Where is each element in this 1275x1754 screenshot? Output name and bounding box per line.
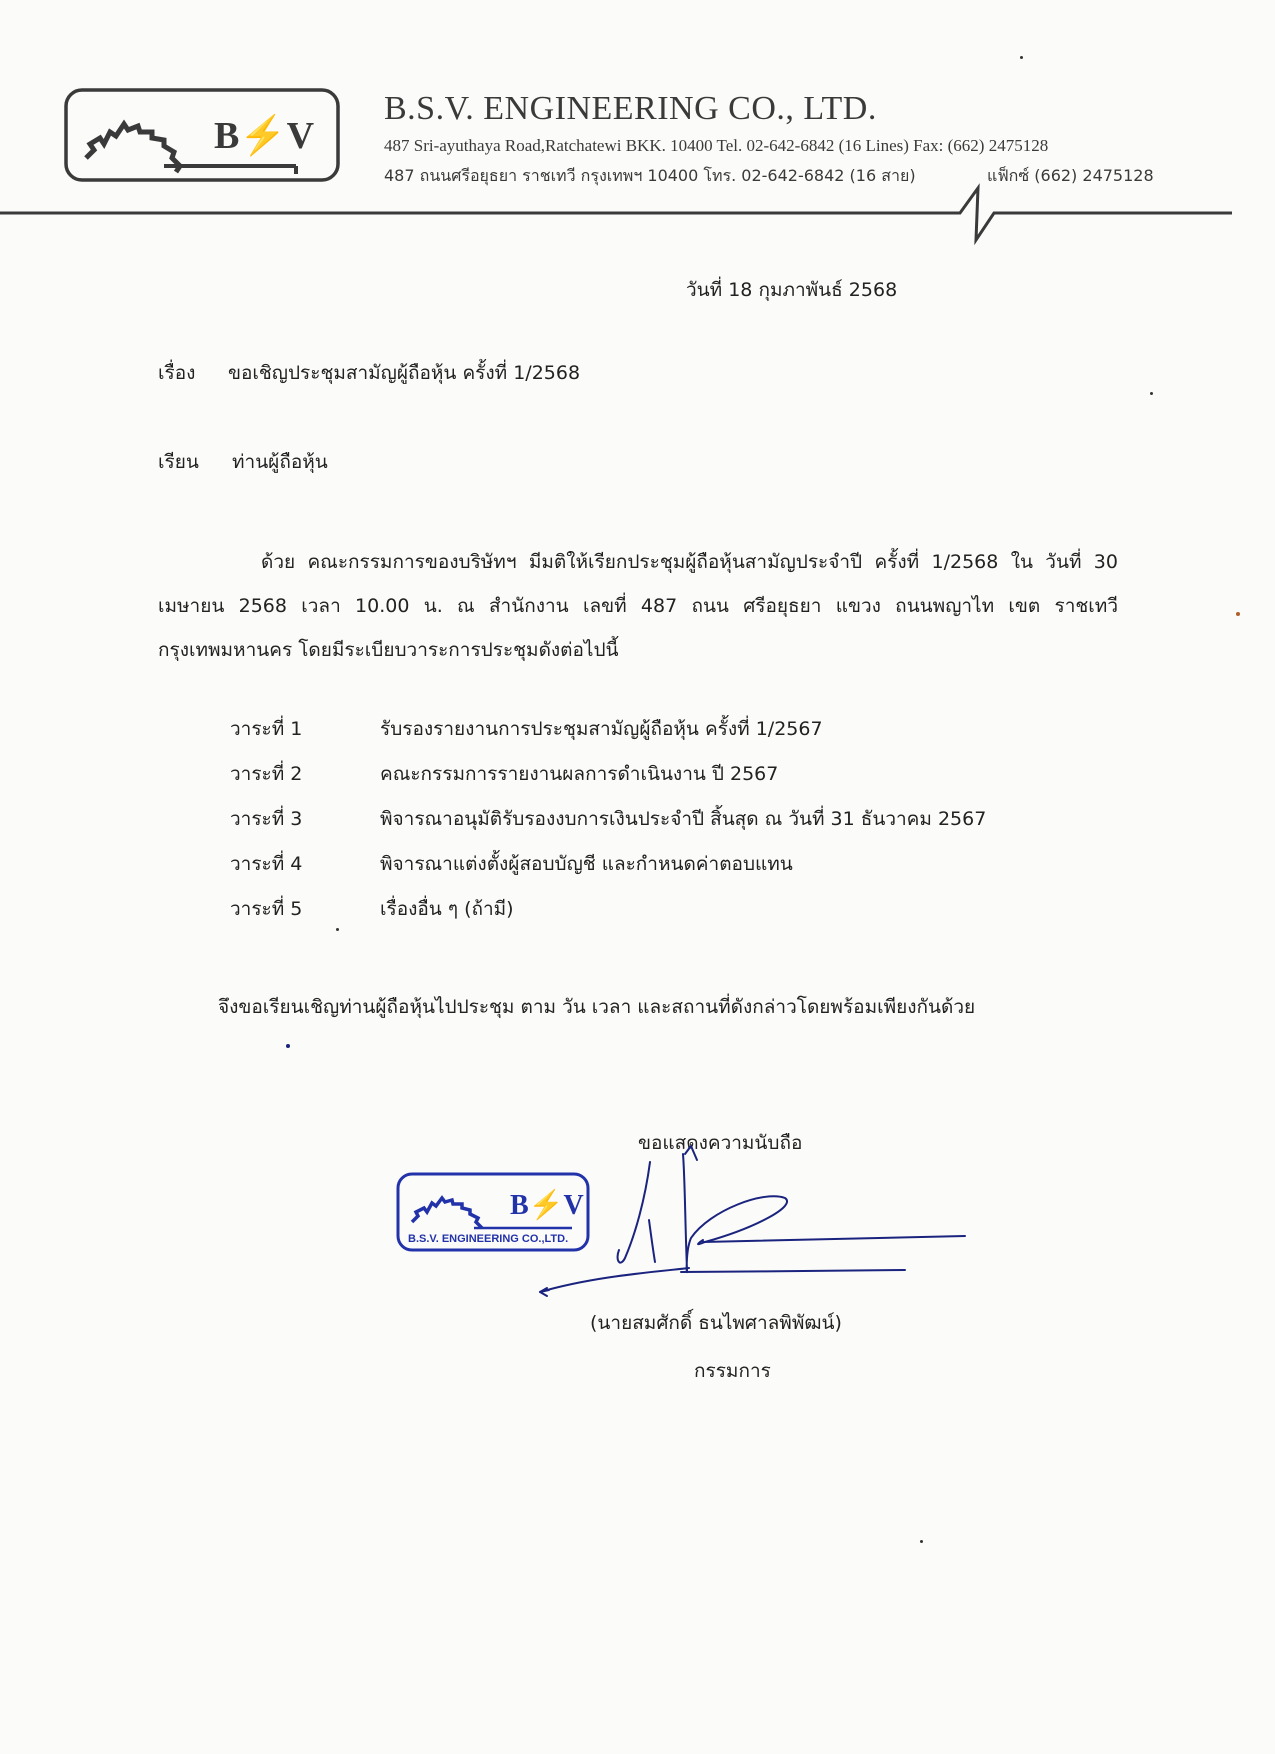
body-paragraph: ด้วย คณะกรรมการของบริษัทฯ มีมติให้เรียกประชุมผู้ถือหุ้นสามัญประจำปี ครั้งที่ 1/2568 ใน วันที่ 30 เมษายน 2568 เวลา 10.00 น. ณ สำนักงาน เลขที่ 487 ถนน ศรีอยุธยา แขวง ถนนพญาไท เขต ราชเทวี กรุงเทพมหานคร โดยมีระเบียบวาระการประชุมดังต่อไปนี้ xyxy=(158,551,1118,661)
agenda-text: พิจารณาอนุมัติรับรองงบการเงินประจำปี สิ้นสุด ณ วันที่ 31 ธันวาคม 2567 xyxy=(380,808,987,830)
stamp-company-name: B.S.V. ENGINEERING CO.,LTD. xyxy=(408,1233,569,1245)
letter-date: วันที่ 18 กุมภาพันธ์ 2568 xyxy=(686,279,898,301)
regards-text: ขอแสดงความนับถือ xyxy=(638,1132,803,1154)
fax-thai: แฟ็กซ์ (662) 2475128 xyxy=(987,166,1154,185)
agenda-item xyxy=(230,849,1110,894)
agenda-item xyxy=(230,714,1110,759)
scan-speck xyxy=(1020,56,1023,59)
scan-speck xyxy=(336,928,339,931)
agenda-number: วาระที่ 3 xyxy=(230,808,303,830)
handwritten-signature xyxy=(535,1140,985,1310)
signer-name: (นายสมศักดิ์ ธนไพศาลพิพัฒน์) xyxy=(590,1312,842,1334)
agenda-item xyxy=(230,894,1110,939)
agenda-number: วาระที่ 1 xyxy=(230,718,303,740)
agenda-text: พิจารณาแต่งตั้งผู้สอบบัญชี และกำหนดค่าตอบแทน xyxy=(380,853,793,875)
address-thai: 487 ถนนศรีอยุธยา ราชเทวี กรุงเทพฯ 10400 โทร. 02-642-6842 (16 สาย) xyxy=(384,166,916,185)
agenda-number: วาระที่ 4 xyxy=(230,853,303,875)
closing-line: จึงขอเรียนเชิญท่านผู้ถือหุ้นไปประชุม ตาม วัน เวลา และสถานที่ดังกล่าวโดยพร้อมเพียงกันด้วย xyxy=(218,996,976,1018)
address-english: 487 Sri-ayuthaya Road,Ratchatewi BKK. 10400 Tel. 02-642-6842 (16 Lines) Fax: (662) 2475128 xyxy=(384,136,1049,155)
agenda-number: วาระที่ 5 xyxy=(230,898,303,920)
recipient-label: เรียน xyxy=(158,451,199,473)
company-name: B.S.V. ENGINEERING CO., LTD. xyxy=(384,90,877,127)
agenda-text: เรื่องอื่น ๆ (ถ้ามี) xyxy=(380,898,514,920)
agenda-text: รับรองรายงานการประชุมสามัญผู้ถือหุ้น ครั้งที่ 1/2567 xyxy=(380,718,823,740)
agenda-text: คณะกรรมการรายงานผลการดำเนินงาน ปี 2567 xyxy=(380,763,779,785)
subject-text: ขอเชิญประชุมสามัญผู้ถือหุ้น ครั้งที่ 1/2568 xyxy=(228,362,581,384)
signer-title: กรรมการ xyxy=(694,1360,771,1382)
scan-speck xyxy=(1236,612,1240,616)
recipient-text: ท่านผู้ถือหุ้น xyxy=(232,451,328,473)
scan-speck xyxy=(1150,392,1153,395)
agenda-item xyxy=(230,804,1110,849)
header-divider xyxy=(0,180,1240,250)
subject-label: เรื่อง xyxy=(158,362,196,384)
company-logo xyxy=(64,88,342,184)
agenda-list xyxy=(230,714,1110,939)
stamp-logo-text: B⚡V xyxy=(510,1190,584,1221)
scan-speck xyxy=(920,1540,923,1543)
scan-speck xyxy=(286,1044,290,1048)
agenda-item xyxy=(230,759,1110,804)
logo-text: B⚡V xyxy=(214,115,315,157)
agenda-number: วาระที่ 2 xyxy=(230,763,303,785)
